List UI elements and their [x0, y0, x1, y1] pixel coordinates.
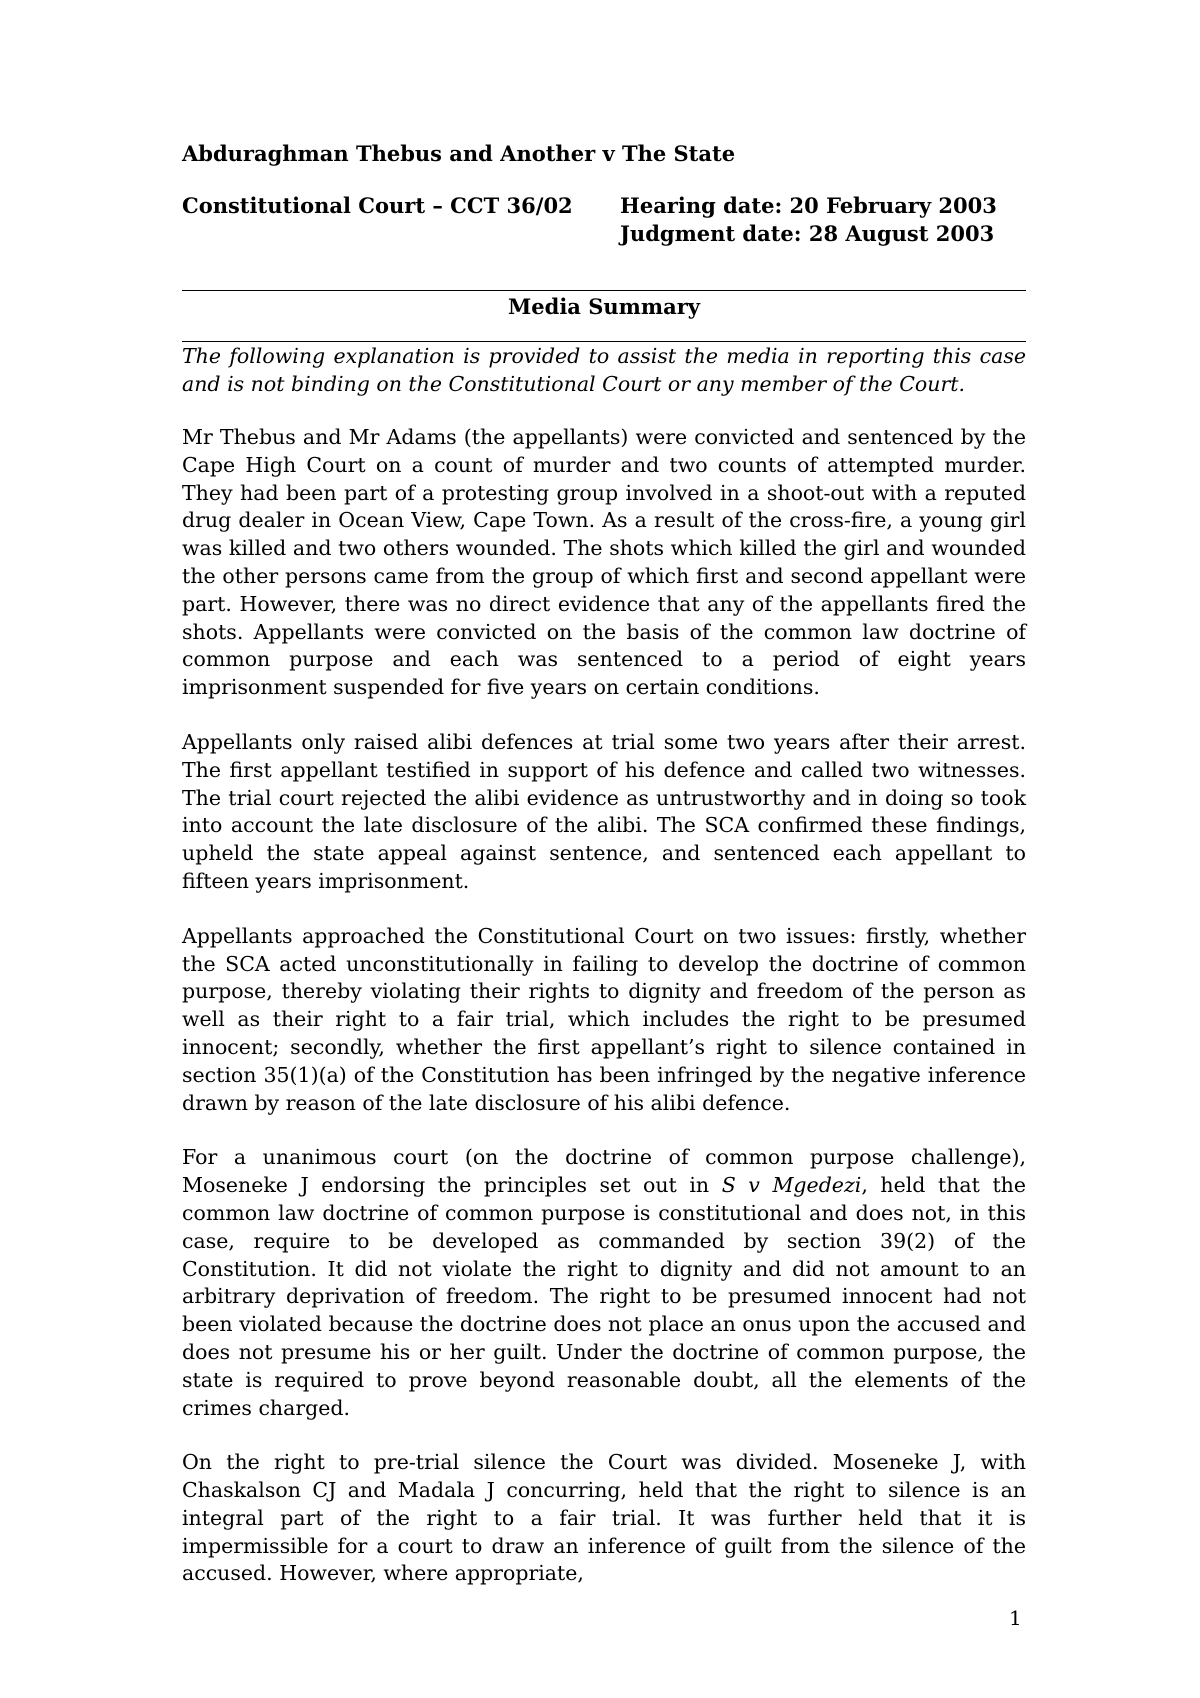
paragraph-issues: Appellants approached the Constitutional Court on two issues: firstly, whether the SCA acted unconstitutionally in failing to develop the doctrine of common purpose, thereby violating their rights to dignity and freedom of the person as well as their right to a fair trial, which includes the right to be presumed innocent; secondly, whether the first appellant’s right to silence contained in section 35(1)(a) of the Constitution has been infringed by the negative inference drawn by reason of the late disclosure of his alibi defence.: [182, 923, 1026, 1115]
case-meta: [182, 192, 1026, 248]
case-citation: S v Mgedezi: [721, 1173, 862, 1198]
judgment-date: Judgment date: 28 August 2003: [620, 221, 995, 246]
paragraph-alibi: Appellants only raised alibi defences at trial some two years after their arrest. The first appellant testified in support of his defence and called two witnesses. The trial court rejected the alibi evidence as untrustworthy and in doing so took into account the late disclosure of the alibi. The SCA confirmed these findings, upheld the state appeal against sentence, and sentenced each appellant to fifteen years imprisonment.: [182, 729, 1026, 893]
top-divider: [182, 290, 1026, 291]
paragraph-common-purpose-before: For a unanimous court (on the doctrine of common purpose challenge), Moseneke J endorsing the principles set out in: [182, 1145, 1026, 1198]
document-page: [182, 140, 1026, 1615]
disclaimer: The following explanation is provided to assist the media in reporting this case and is not binding on the Constitutional Court or any member of the Court.: [182, 344, 1026, 396]
dates-block: [620, 192, 1026, 248]
paragraph-common-purpose-after: , held that the common law doctrine of common purpose is constitutional and does not, in this case, require to be developed as commanded by section 39(2) of the Constitution. It did not violate the right to dignity and did not amount to an arbitrary deprivation of freedom. The right to be presumed innocent had not been violated because the doctrine does not place an onus upon the accused and does not presume his or her guilt. Under the doctrine of common purpose, the state is required to prove beyond reasonable doubt, all the elements of the crimes charged.: [182, 1173, 1027, 1420]
case-title: Abduraghman Thebus and Another v The State: [182, 141, 736, 166]
page-number: 1: [1009, 1606, 1022, 1630]
hearing-date: Hearing date: 20 February 2003: [620, 193, 997, 218]
summary-heading: Media Summary: [508, 294, 700, 319]
court-case-number: Constitutional Court – CCT 36/02: [182, 193, 573, 218]
paragraph-common-purpose: [182, 1144, 1026, 1422]
paragraph-silence: On the right to pre-trial silence the Court was divided. Moseneke J, with Chaskalson CJ and Madala J concurring, held that the right to silence is an integral part of the right to a fair trial. It was further held that it is impermissible for a court to draw an inference of guilt from the silence of the accused. However, where appropriate,: [182, 1450, 1026, 1586]
paragraph-facts: Mr Thebus and Mr Adams (the appellants) were convicted and sentenced by the Cape High Court on a count of murder and two counts of attempted murder. They had been part of a protesting group involved in a shoot-out with a reputed drug dealer in Ocean View, Cape Town. As a result of the cross-fire, a young girl was killed and two others wounded. The shots which killed the girl and wounded the other persons came from the group of which first and second appellant were part. However, there was no direct evidence that any of the appellants fired the shots. Appellants were convicted on the basis of the common law doctrine of common purpose and each was sentenced to a period of eight years imprisonment suspended for five years on certain conditions.: [182, 425, 1026, 700]
